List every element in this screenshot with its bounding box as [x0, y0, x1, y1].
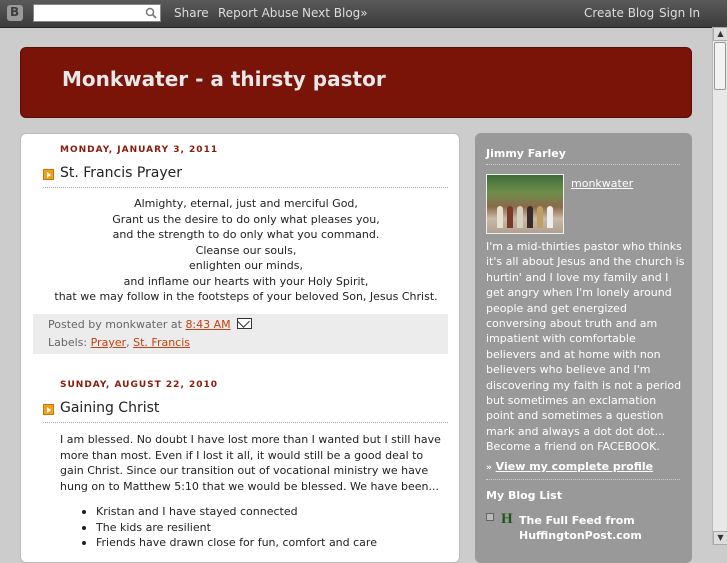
blogger-logo-icon[interactable]: B: [7, 5, 23, 21]
post-arrow-icon: [43, 169, 54, 180]
search-icon[interactable]: [145, 7, 157, 19]
profile-name-link[interactable]: monkwater: [571, 177, 634, 190]
scroll-down-button[interactable]: ▼: [713, 531, 727, 545]
blogger-navbar: [0, 0, 727, 28]
bloglist-link[interactable]: The Full Feed from HuffingtonPost.com: [519, 514, 642, 542]
search-input[interactable]: [37, 9, 146, 25]
posted-by-text: Posted by monkwater at: [48, 318, 186, 331]
scroll-thumb[interactable]: [714, 42, 726, 90]
view-profile-label: View my complete profile: [495, 460, 654, 473]
poem-line: enlighten our minds,: [188, 259, 304, 272]
double-arrow-icon: »: [486, 463, 492, 473]
post-arrow-icon: [43, 404, 54, 415]
poem-line: and the strength to do only what you command.: [112, 228, 380, 241]
post-body: I am blessed. No doubt I have lost more than I wanted but I still have more than most. Even if I lost it all, it would still be a good deal to gain Christ. Since our transition out of vocational ministry we have hung on to Matthew 5:10 that we would be blessed. We have been...: [60, 433, 441, 493]
post-title-row: [43, 165, 448, 188]
poem-line: that we may follow in the footsteps of your beloved Son, Jesus Christ.: [54, 290, 438, 303]
search-box: [33, 4, 161, 22]
blog-title[interactable]: Monkwater - a thirsty pastor: [62, 67, 386, 91]
label-link-st-francis[interactable]: St. Francis: [133, 336, 191, 349]
poem-line: Almighty, eternal, just and merciful God,: [134, 197, 358, 210]
email-post-icon[interactable]: [237, 318, 252, 329]
post-title[interactable]: St. Francis Prayer: [60, 165, 183, 181]
sidebar: [475, 133, 692, 563]
divider: [486, 479, 680, 480]
labels-prefix: Labels:: [48, 336, 91, 349]
poem-line: Grant us the desire to do only what pleases you,: [112, 212, 380, 226]
list-item: Friends have drawn close for fun, comfort and care: [82, 535, 377, 551]
post-body: [33, 196, 459, 305]
page-scrollbar[interactable]: [712, 27, 727, 545]
profile-heading: Jimmy Farley: [486, 147, 566, 160]
poem-line: Cleanse our souls,: [195, 243, 297, 257]
date-header: MONDAY, JANUARY 3, 2011: [60, 145, 219, 155]
blog-header: [20, 47, 692, 118]
poem-line: and inflame our hearts with your Holy Spirit,: [123, 274, 369, 288]
sign-in-link[interactable]: Sign In: [659, 6, 701, 20]
post-title[interactable]: Gaining Christ: [60, 400, 160, 416]
huffpost-icon: H: [501, 511, 513, 527]
post-labels-line: [48, 336, 190, 349]
label-separator: ,: [126, 336, 134, 349]
post-author-line: [48, 318, 252, 331]
post-timestamp-link[interactable]: 8:43 AM: [185, 318, 231, 331]
next-blog-link[interactable]: Next Blog»: [302, 6, 368, 20]
broken-image-icon: [486, 513, 494, 521]
post-bullet-list: [82, 504, 377, 551]
label-link-prayer[interactable]: Prayer: [90, 336, 127, 349]
divider: [486, 164, 680, 165]
list-item: The kids are resilient: [82, 520, 377, 536]
create-blog-link[interactable]: Create Blog: [584, 6, 655, 20]
date-header: SUNDAY, AUGUST 22, 2010: [60, 380, 219, 390]
profile-about-text: I'm a mid-thirties pastor who thinks it's all about Jesus and the church is hurtin' and I love my family and I get angry when I'm lonely around people and get energized conversing about truth and am impatient with comfortable believers and at home with non believers who believe and I'm discovering my faith is not a period but sometimes an exclamation point and sometimes a question mark and always a dot dot dot... Become a friend on FACEBOOK.: [486, 240, 685, 454]
main-column: [20, 133, 460, 563]
scroll-up-button[interactable]: ▲: [713, 27, 727, 41]
share-link[interactable]: Share: [174, 6, 209, 20]
list-item: Kristan and I have stayed connected: [82, 504, 377, 520]
bloglist-heading: My Blog List: [486, 489, 562, 502]
profile-photo[interactable]: [486, 174, 564, 234]
report-abuse-link[interactable]: Report Abuse: [218, 6, 299, 20]
bloglist-item: [486, 511, 686, 545]
view-profile-link[interactable]: [486, 460, 653, 473]
post-title-row: [43, 400, 448, 423]
